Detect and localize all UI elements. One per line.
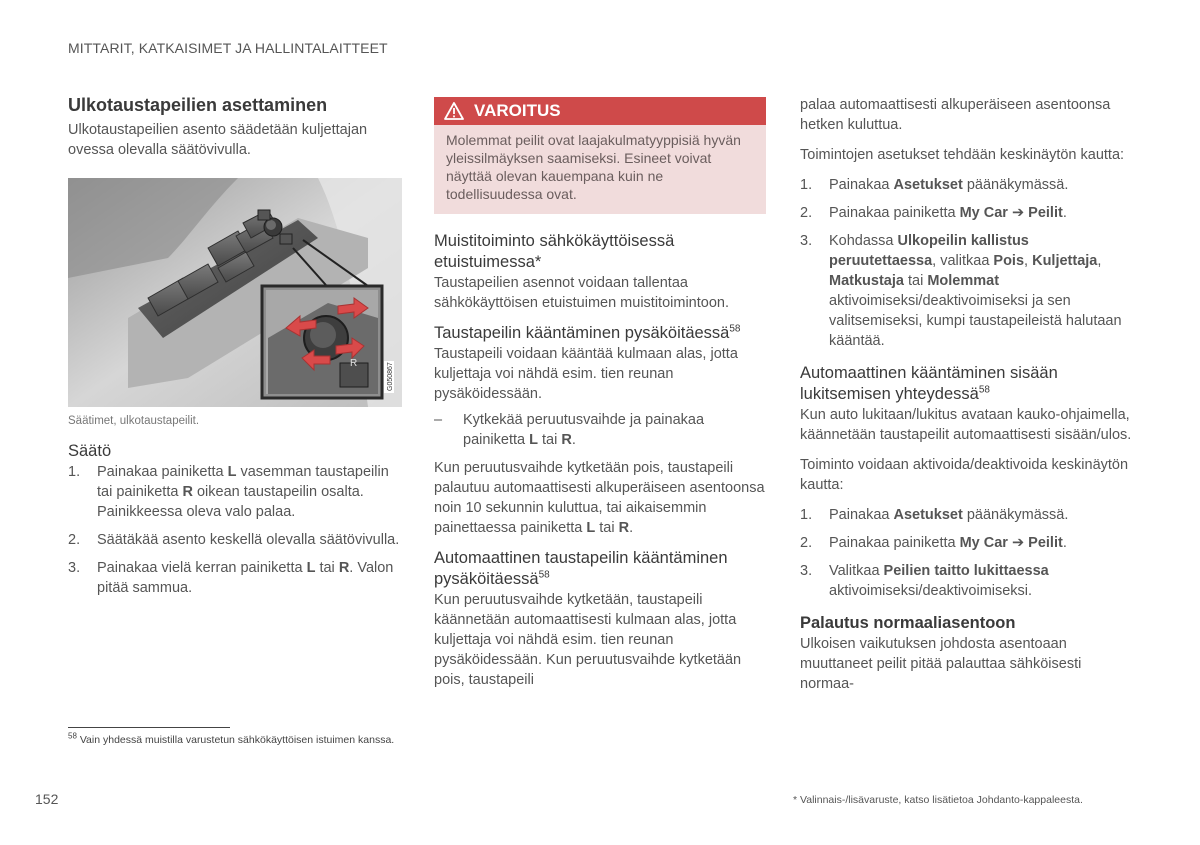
settings-steps-2 <box>800 505 1132 601</box>
page-number: 152 <box>35 791 59 807</box>
list-item: 2. Painakaa painiketta My Car ➔ Peilit. <box>800 205 1067 221</box>
arrow-right-icon: ➔ <box>1011 205 1025 221</box>
list-item: – Kytkekää peruutusvaihde ja painakaa painiketta L tai R. <box>434 412 705 448</box>
figure-caption: Säätimet, ulkotaustapeilit. <box>68 415 200 427</box>
memory-heading: Muistitoiminto sähkökäyttöisessä etuistuimessa* <box>434 232 675 271</box>
mirror-controls-figure <box>68 178 402 407</box>
footnote-divider <box>68 727 230 728</box>
list-item: 2. Painakaa painiketta My Car ➔ Peilit. <box>800 535 1067 551</box>
lock-fold-text: Kun auto lukitaan/lukitus avataan kauko-ohjaimella, käännetään taustapeilit automaattisesti sisään/ulos. <box>800 407 1132 443</box>
saato-heading: Säätö <box>68 442 112 460</box>
auto-tilt-text: Kun peruutusvaihde kytketään, taustapeili käännetään automaattisesti kulmaan alas, jotta kuljettaja voi nähdä esim. tien reunan pysäköidessään. Kun peruutusvaihde kytketään pois, taustapeili <box>434 592 742 688</box>
footnote: $^{58}$ Vain yhdessä muistilla varustetun sähkökäyttöisen istuimen kanssa. <box>68 731 395 746</box>
warning-title: VAROITUS <box>474 101 561 120</box>
settings-intro: Toimintojen asetukset tehdään keskinäytön kautta: <box>800 147 1125 163</box>
list-item: 1. Painakaa Asetukset päänäkymässä. <box>800 507 1069 523</box>
column-1 <box>68 95 403 606</box>
warning-text: Molemmat peilit ovat laajakulmatyyppisiä hyvän yleissilmäyksen saamiseksi. Esineet voivat näyttää olevan kauempana kuin ne todellisuudessa ovat. <box>434 125 766 214</box>
warning-triangle-icon <box>444 102 464 120</box>
list-item: 1. Painakaa Asetukset päänäkymässä. <box>800 177 1069 193</box>
lock-fold-text-2: Toiminto voidaan aktivoida/deaktivoida keskinäytön kautta: <box>800 457 1129 493</box>
settings-steps-1 <box>800 175 1132 351</box>
reset-heading: Palautus normaaliasentoon <box>800 614 1016 632</box>
reset-text: Ulkoisen vaikutuksen johdosta asentoaan muuttaneet peilit pitää palauttaa sähköisesti normaa- <box>800 636 1082 692</box>
list-item: 3. Kohdassa Ulkopeilin kallistus peruutettaessa, valitkaa Pois, Kuljettaja, Matkustaja tai Molemmat aktivoimiseksi/deaktivoimiseksi ja sen valitsemiseksi, kumpi taustapeileistä halutaan kääntää. <box>800 233 1122 349</box>
arrow-right-icon: ➔ <box>1011 535 1025 551</box>
accessory-note: * Valinnais-/lisävaruste, katso lisätietoa Johdanto-kappaleesta. <box>793 794 1083 806</box>
tilt-bullet-list <box>434 410 766 450</box>
column-2 <box>434 97 766 690</box>
door-panel-illustration <box>68 178 402 407</box>
section-header: MITTARIT, KATKAISIMET JA HALLINTALAITTEET <box>68 40 388 56</box>
page-title: Ulkotaustapeilien asettaminen <box>68 95 328 115</box>
button-r-label: R <box>350 358 358 369</box>
intro-text: Ulkotaustapeilien asento säädetään kuljettajan ovessa olevalla säätövivulla. <box>68 122 368 158</box>
tilt-text-2: Kun peruutusvaihde kytketään pois, taustapeili palautuu automaattisesti alkuperäiseen asentoonsa noin 10 sekunnin kuluttua, tai aikaisemmin painettaessa painiketta L tai R. <box>434 460 765 536</box>
warning-box <box>434 97 766 214</box>
list-item: 2. Säätäkää asento keskellä olevalla säätövivulla. <box>68 532 400 548</box>
figure-code: G050867 <box>387 362 394 391</box>
tilt-heading: Taustapeilin kääntäminen pysäköitäessä$^{58}$ <box>434 323 741 342</box>
list-item: 3. Painakaa vielä kerran painiketta L tai R. Valon pitää sammua. <box>68 560 394 596</box>
column-3 <box>800 95 1132 694</box>
continued-text: palaa automaattisesti alkuperäiseen asentoonsa hetken kuluttua. <box>800 97 1111 133</box>
tilt-text: Taustapeili voidaan kääntää kulmaan alas, jotta kuljettaja voi nähdä esim. tien reunan pysäköidessään. <box>434 346 738 402</box>
list-item: 1. Painakaa painiketta L vasemman taustapeilin tai painiketta R oikean taustapeilin osalta. Painikkeessa oleva valo palaa. <box>68 464 389 520</box>
saato-steps <box>68 462 403 598</box>
list-item: 3. Valitkaa Peilien taitto lukittaessa aktivoimiseksi/deaktivoimiseksi. <box>800 563 1049 599</box>
auto-tilt-heading: Automaattinen taustapeilin kääntäminen pysäköitäessä$^{58}$ <box>434 549 728 588</box>
memory-text: Taustapeilien asennot voidaan tallentaa sähkökäyttöisen etuistuimen muistitoimintoon. <box>434 275 729 311</box>
lock-fold-heading: Automaattinen kääntäminen sisään lukitsemisen yhteydessä$^{58}$ <box>800 364 1058 403</box>
warning-header <box>434 97 766 125</box>
